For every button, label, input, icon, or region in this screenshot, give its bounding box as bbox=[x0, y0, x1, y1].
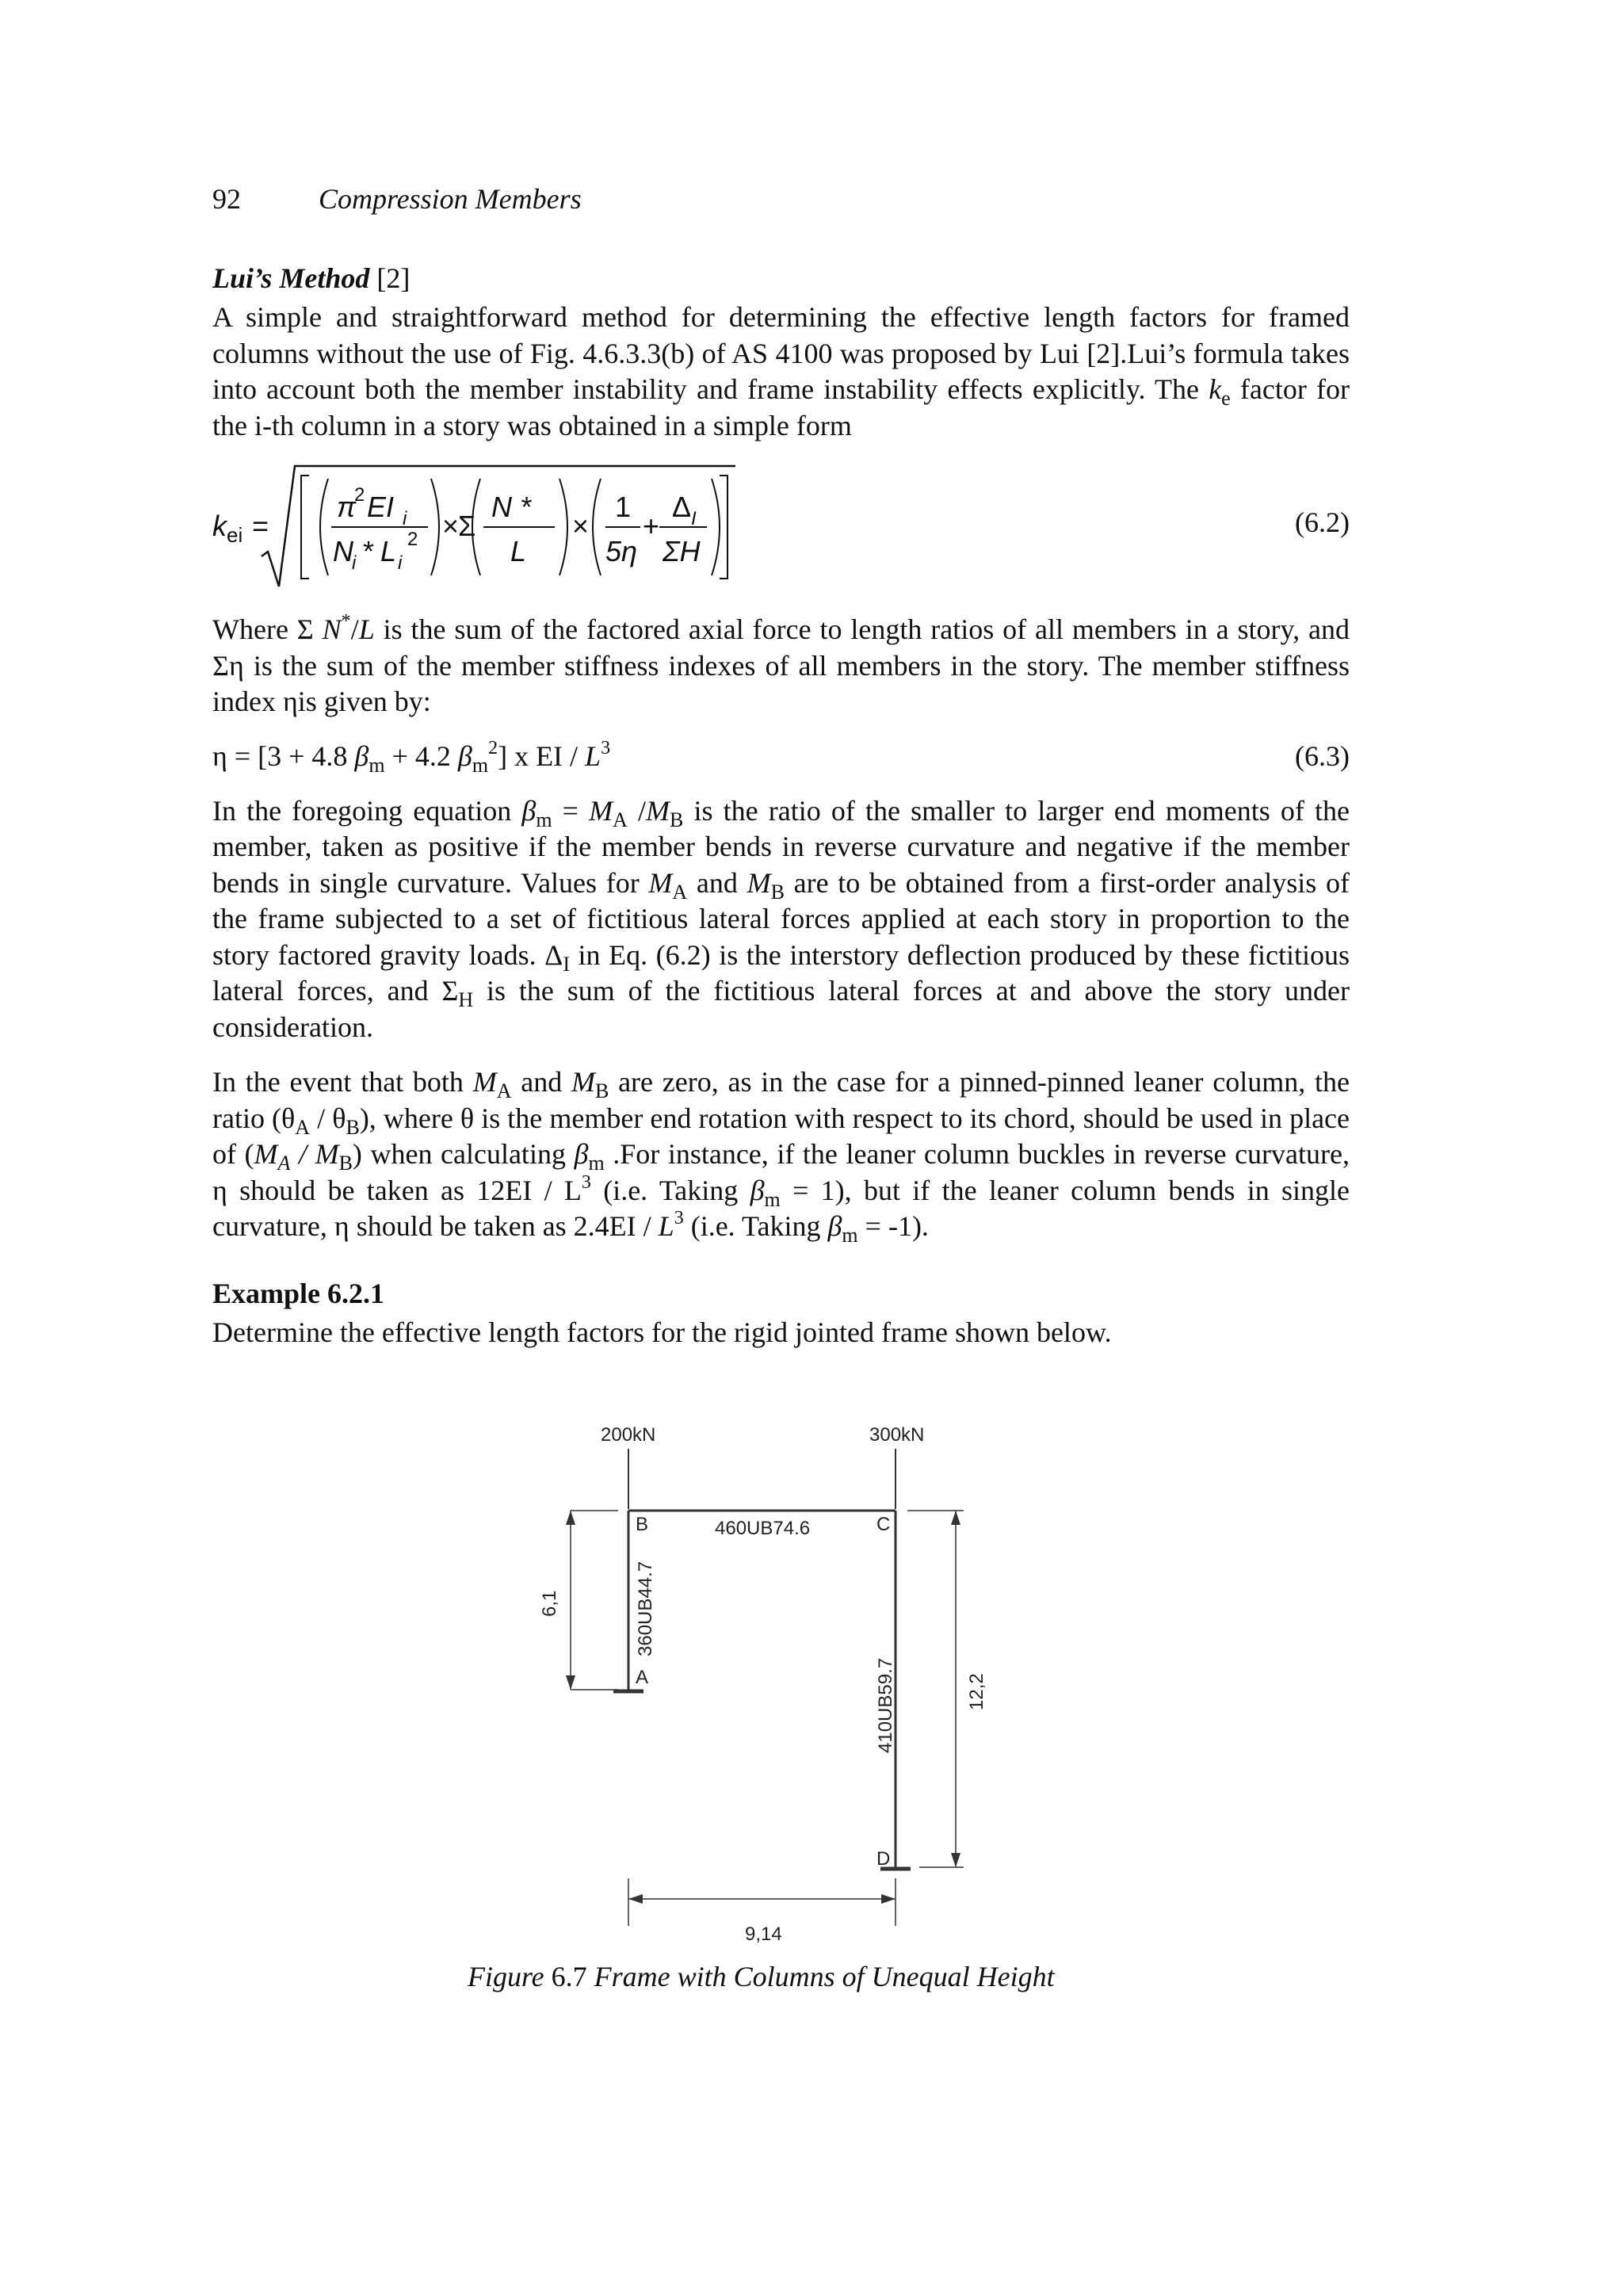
example-title: Example 6.2.1 bbox=[212, 1277, 385, 1309]
text-run: In the event that both bbox=[212, 1066, 473, 1098]
page-number: 92 bbox=[212, 183, 241, 215]
eq-sub-I: I bbox=[691, 508, 697, 529]
eq-lhs-k: k bbox=[212, 510, 227, 542]
text-run: B bbox=[594, 1079, 609, 1102]
text-run: 2 bbox=[488, 737, 498, 758]
text-run: m bbox=[842, 1224, 858, 1247]
dim-arrow bbox=[628, 1894, 643, 1904]
load-label-c: 300kN bbox=[869, 1424, 925, 1446]
text-run: m bbox=[369, 753, 385, 777]
eq-lhs-sub: ei bbox=[227, 523, 243, 547]
text-run: / bbox=[350, 613, 359, 645]
text-run: m bbox=[472, 753, 489, 777]
dim-bottom-label: 9,14 bbox=[745, 1924, 782, 1945]
text-run: Frame with Columns of Unequal Height bbox=[586, 1961, 1055, 1992]
dim-arrow bbox=[881, 1894, 896, 1904]
column-ab-label: 360UB44.7 bbox=[635, 1561, 656, 1656]
text-run: M bbox=[747, 866, 771, 899]
text-run: = -1). bbox=[857, 1210, 929, 1242]
eq-sub-i: i bbox=[403, 508, 407, 529]
text-run: A bbox=[496, 1079, 512, 1102]
text-run: + 4.2 bbox=[384, 739, 458, 772]
beam-label: 460UB74.6 bbox=[715, 1518, 811, 1539]
text-run: A bbox=[295, 1115, 311, 1139]
eq-L: L bbox=[510, 535, 527, 567]
dim-arrow bbox=[566, 1675, 575, 1690]
text-run: L bbox=[658, 1210, 674, 1242]
text-run: 3 bbox=[601, 737, 611, 758]
text-run: L bbox=[358, 613, 375, 645]
text-run: = 1), but if the leaner column bends in single curvature, η should be taken as 2.4EI / bbox=[212, 1174, 1350, 1242]
text-run: β bbox=[521, 794, 537, 827]
eq-N: N bbox=[333, 535, 353, 567]
text-run: / bbox=[627, 794, 647, 827]
load-label-b: 200kN bbox=[601, 1424, 656, 1446]
dim-right-label: 12,2 bbox=[966, 1673, 987, 1710]
text-run: in Eq. (6.2) is the interstory deflection produced by these fictitious lateral forces, and Σ bbox=[212, 938, 1350, 1007]
eq-one: 1 bbox=[615, 491, 632, 523]
text-run: = bbox=[552, 794, 590, 827]
eq-sigma: Σ bbox=[458, 510, 476, 542]
text-run: is the ratio of the smaller to larger end moments of the member, taken as positive if the member bends in reverse curvature and negative if the member bends in single curvature. Values for bbox=[212, 794, 1350, 899]
text-run: e bbox=[1221, 387, 1231, 410]
eq-sigmaH: ΣH bbox=[663, 535, 701, 567]
eq-5eta: 5η bbox=[605, 535, 638, 567]
text-run: ), where θ is the member end rotation with respect to its chord, should be used in place of ( bbox=[212, 1102, 1350, 1170]
text-run: Figure bbox=[468, 1961, 552, 1992]
node-label-d: D bbox=[876, 1848, 891, 1870]
figure-caption bbox=[468, 1960, 1055, 1993]
text-run: η = [3 + 4.8 bbox=[212, 739, 355, 772]
text-run: 3 bbox=[674, 1208, 684, 1228]
text-run: 6.7 bbox=[551, 1961, 587, 1992]
text-run: (i.e. Taking bbox=[683, 1210, 828, 1242]
text-run: M bbox=[589, 794, 613, 827]
text-run: m bbox=[536, 808, 552, 831]
text-run: M bbox=[315, 1138, 339, 1170]
eq-sub-i: i bbox=[352, 552, 357, 574]
column-cd-label: 410UB59.7 bbox=[875, 1657, 896, 1753]
text-run: m bbox=[764, 1187, 781, 1211]
text-run: M bbox=[571, 1066, 595, 1098]
equation-number: (6.2) bbox=[1295, 506, 1350, 538]
eq-sup-2: 2 bbox=[354, 484, 365, 506]
text-run: A bbox=[277, 1152, 291, 1175]
text-run: β bbox=[457, 739, 472, 772]
eq-sup-2: 2 bbox=[407, 529, 418, 550]
text-run: A simple and straightforward method for determining the effective length factors for framed columns without the use of Fig. 4.6.3.3(b) of AS 4100 was proposed by Lui [2].Lui’s formula takes into account both the member instability and frame instability effects explicitly. The bbox=[212, 301, 1350, 405]
text-run: I bbox=[563, 952, 570, 976]
text-run: are zero, as in the case for a pinned-pinned leaner column, the ratio (θ bbox=[212, 1066, 1350, 1134]
text-run: and bbox=[511, 1066, 571, 1098]
dim-left-label: 6,1 bbox=[539, 1590, 560, 1617]
eq-star: * bbox=[363, 535, 375, 567]
text-run: 3 bbox=[581, 1171, 591, 1193]
text-run: and bbox=[687, 866, 747, 899]
text-run: B bbox=[346, 1115, 360, 1139]
text-run: M bbox=[254, 1138, 278, 1170]
text-run: * bbox=[341, 611, 351, 632]
node-label-c: C bbox=[876, 1514, 891, 1535]
eq-plus: + bbox=[643, 510, 660, 542]
text-run: β bbox=[574, 1138, 589, 1170]
dim-arrow bbox=[951, 1511, 960, 1525]
text-run: k bbox=[1209, 373, 1222, 405]
node-label-b: B bbox=[636, 1514, 649, 1535]
text-run: factor for the i-th column in a story was obtained in a simple form bbox=[212, 373, 1350, 441]
text-run: (i.e. Taking bbox=[590, 1174, 750, 1206]
text-run: is the sum of the fictitious lateral forces at and above the story under consideration. bbox=[212, 975, 1350, 1043]
text-run: N bbox=[322, 613, 342, 645]
eq-times: × bbox=[572, 510, 590, 542]
dim-arrow bbox=[951, 1853, 960, 1867]
text-run: A bbox=[672, 880, 688, 904]
text-run: Where Σ bbox=[212, 613, 323, 645]
section-title: Lui’s Method bbox=[212, 262, 370, 294]
example-text: Determine the effective length factors for the rigid jointed frame shown below. bbox=[212, 1316, 1112, 1348]
text-run: β bbox=[354, 739, 369, 772]
text-run: M bbox=[646, 794, 670, 827]
eq-times: × bbox=[442, 510, 460, 542]
dim-arrow bbox=[566, 1511, 575, 1525]
text-run: L bbox=[585, 739, 601, 772]
text-run: B bbox=[670, 808, 684, 831]
text-run: .For instance, if the leaner column buckles in reverse curvature, η should be taken as 12EI / L bbox=[212, 1138, 1350, 1206]
text-run: is the sum of the factored axial force to length ratios of all members in a story, and Ση is the sum of the member stiffness indexes of all members in the story. The member stiffness index ηis given by: bbox=[212, 613, 1350, 717]
eq-delta: Δ bbox=[672, 491, 692, 523]
header-title: Compression Members bbox=[319, 183, 582, 215]
text-run: A bbox=[613, 808, 628, 831]
eq-sub-i: i bbox=[398, 552, 403, 574]
eq-pi: π bbox=[337, 491, 357, 523]
text-run: / θ bbox=[310, 1102, 346, 1134]
eq-equals: = bbox=[252, 510, 269, 542]
eq-Nstar: N * bbox=[491, 491, 532, 523]
text-run: β bbox=[750, 1174, 765, 1206]
text-run: β bbox=[827, 1210, 842, 1242]
text-run: are to be obtained from a first-order analysis of the frame subjected to a set of fictitious lateral forces applied at each story in proportion to the story factored gravity loads. Δ bbox=[212, 866, 1350, 971]
node-label-a: A bbox=[636, 1667, 649, 1688]
text-run: ) when calculating bbox=[352, 1138, 575, 1170]
text-run: B bbox=[338, 1152, 353, 1175]
text-run: M bbox=[648, 866, 673, 899]
text-run: M bbox=[472, 1066, 497, 1098]
text-run: / bbox=[290, 1138, 315, 1170]
eq-L: L bbox=[380, 535, 397, 567]
eq-EI: EI bbox=[367, 491, 395, 523]
section-ref: [2] bbox=[376, 262, 411, 294]
text-run: m bbox=[588, 1152, 605, 1175]
text-run: H bbox=[458, 988, 474, 1011]
text-run: ] x EI / bbox=[498, 739, 586, 772]
equation-number: (6.3) bbox=[1295, 739, 1350, 772]
text-run: B bbox=[770, 880, 785, 904]
text-run: In the foregoing equation bbox=[212, 794, 522, 827]
